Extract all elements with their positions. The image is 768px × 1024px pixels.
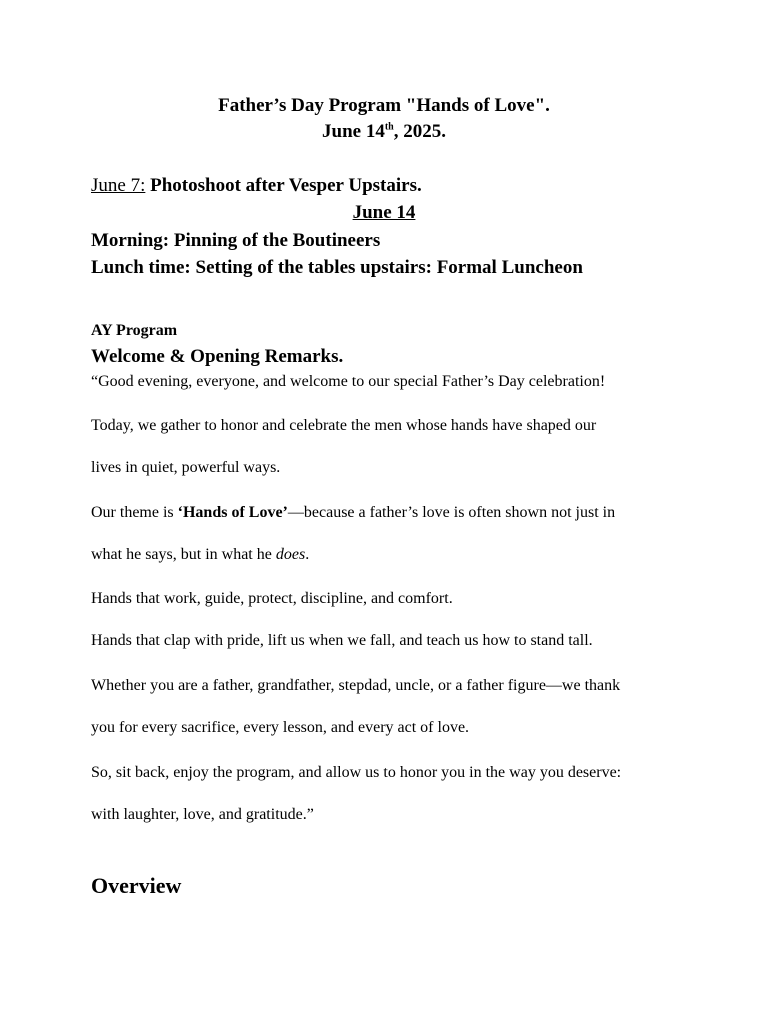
date-ordinal: th xyxy=(384,121,394,133)
paragraph-theme-line-1 xyxy=(91,504,615,522)
paragraph-honor-line-2: lives in quiet, powerful ways. xyxy=(91,459,281,476)
theme-line2-italic: does xyxy=(275,546,306,563)
paragraph-greeting: “Good evening, everyone, and welcome to our special Father’s Day celebration! xyxy=(91,373,606,390)
june7-text: Photoshoot after Vesper Upstairs. xyxy=(145,175,422,196)
document-date xyxy=(0,121,768,143)
schedule-june14-heading xyxy=(0,202,768,224)
date-text: June 14 xyxy=(322,121,385,142)
theme-line2-post: . xyxy=(305,546,310,563)
theme-pre: Our theme is xyxy=(91,504,178,521)
paragraph-closing-line-2: with laughter, love, and gratitude.” xyxy=(91,806,314,823)
document-title xyxy=(0,95,768,117)
paragraph-thanks-line-1: Whether you are a father, grandfather, stepdad, uncle, or a father figure—we thank xyxy=(91,677,621,694)
schedule-lunch: Lunch time: Setting of the tables upstairs: Formal Luncheon xyxy=(91,257,583,278)
schedule-june7 xyxy=(91,175,422,197)
june14-label: June 14 xyxy=(352,202,416,223)
theme-line2-pre: what he says, but in what he xyxy=(91,546,276,563)
theme-name: ‘Hands of Love’ xyxy=(177,504,288,521)
paragraph-theme-line-2 xyxy=(91,546,309,564)
paragraph-honor-line-1: Today, we gather to honor and celebrate the men whose hands have shaped our xyxy=(91,417,597,434)
theme-post: —because a father’s love is often shown not just in xyxy=(287,504,616,521)
paragraph-hands-work: Hands that work, guide, protect, discipline, and comfort. xyxy=(91,590,453,607)
date-year: , 2025. xyxy=(393,121,446,142)
title-line-1: Father’s Day Program "Hands of Love". xyxy=(218,95,550,116)
paragraph-thanks-line-2: you for every sacrifice, every lesson, and every act of love. xyxy=(91,719,470,736)
section-label: AY Program xyxy=(91,322,178,339)
schedule-morning: Morning: Pinning of the Boutineers xyxy=(91,230,381,251)
paragraph-closing-line-1: So, sit back, enjoy the program, and allow us to honor you in the way you deserve: xyxy=(91,764,622,781)
welcome-heading: Welcome & Opening Remarks. xyxy=(91,346,344,367)
paragraph-hands-clap: Hands that clap with pride, lift us when we fall, and teach us how to stand tall. xyxy=(91,632,593,649)
overview-heading: Overview xyxy=(91,873,182,898)
june7-label: June 7: xyxy=(91,175,146,196)
